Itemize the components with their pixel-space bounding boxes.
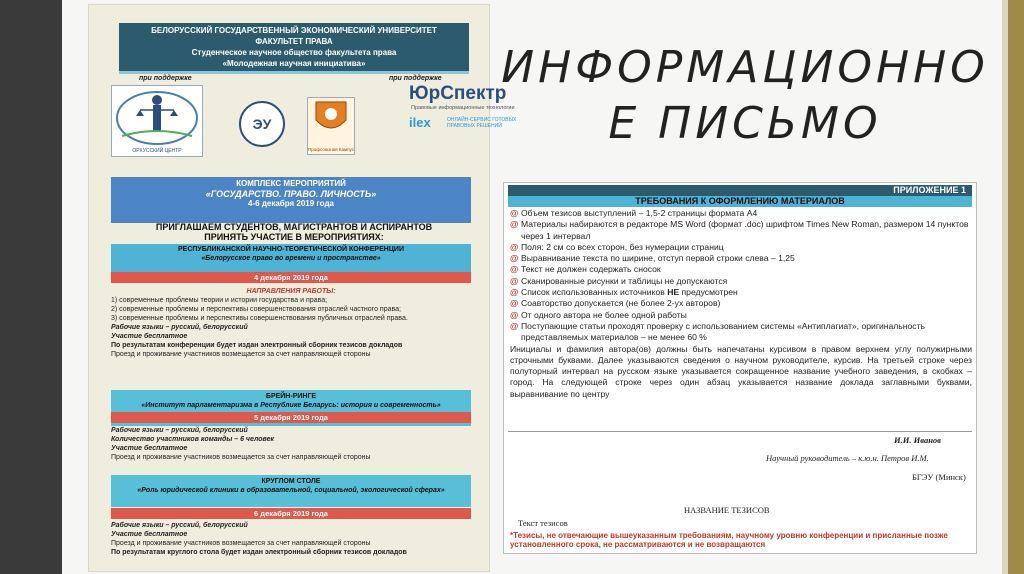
brain-ring-travel: Проезд и проживание участников возмещается за счет направляющей стороны bbox=[111, 454, 371, 461]
requirement-text: Поступающие статьи проходят проверку с использованием системы «Антиплагиат», оригинальность представляемых материалов – не менее 60 % bbox=[521, 320, 926, 343]
at-icon: @ bbox=[510, 219, 519, 230]
slide-title-line2: Е ПИСЬМО bbox=[608, 98, 882, 149]
list-item bbox=[510, 276, 972, 287]
sample-title: НАЗВАНИЕ ТЕЗИСОВ bbox=[684, 505, 770, 515]
round-table-details bbox=[111, 521, 471, 557]
conference-banner bbox=[111, 244, 471, 273]
invitation-line2: ПРИНЯТЬ УЧАСТИЕ В МЕРОПРИЯТИЯХ: bbox=[204, 232, 384, 242]
requirement-emphasis: НЕ bbox=[667, 287, 680, 298]
campus-logo bbox=[307, 97, 355, 155]
orhus-logo-text: ОРХУССКИЙ ЦЕНТР bbox=[132, 148, 182, 154]
poster-header bbox=[119, 23, 469, 73]
at-icon: @ bbox=[510, 253, 519, 264]
eu-logo: ЭУ bbox=[239, 101, 285, 147]
requirement-text: Поля: 2 см со всех сторон, без нумерации страниц bbox=[521, 241, 724, 252]
conference-title: «Белорусское право во времени и пространстве» bbox=[201, 255, 381, 262]
list-item bbox=[510, 242, 972, 253]
ilex-subtitle: ОНЛАЙН-СЕРВИС ГОТОВЫХ ПРАВОВЫХ РЕШЕНИЙ bbox=[447, 117, 517, 129]
sample-author: И.И. Иванов bbox=[894, 435, 941, 445]
round-table-banner bbox=[111, 475, 471, 507]
requirements-list bbox=[510, 208, 972, 400]
requirement-text: Соавторство допускается (не более 2-ух авторов) bbox=[521, 298, 721, 309]
yurspektr-subtitle: Правовые информационные технологии bbox=[411, 105, 515, 111]
list-item bbox=[510, 287, 972, 298]
yurspektr-logo: ЮрСпектр bbox=[409, 83, 507, 104]
invitation-line1: ПРИГЛАШАЕМ СТУДЕНТОВ, МАГИСТРАНТОВ И АСПИРАНТОВ bbox=[155, 222, 433, 232]
at-icon: @ bbox=[510, 264, 519, 275]
appendix-label: ПРИЛОЖЕНИЕ 1 bbox=[893, 185, 966, 195]
faculty-name: ФАКУЛЬТЕТ ПРАВА bbox=[255, 37, 333, 46]
sample-university: БГЭУ (Минск) bbox=[912, 472, 966, 482]
invitation bbox=[109, 222, 479, 242]
at-icon: @ bbox=[510, 287, 519, 298]
requirement-text: Выравнивание текста по ширине, отступ первой строки слева – 1,25 bbox=[521, 253, 795, 264]
brain-ring-subtitle: «Институт парламентаризма в Республике Беларусь: история и современность» bbox=[141, 402, 441, 409]
requirement-text: Список использованных источников bbox=[521, 287, 668, 298]
list-item bbox=[510, 298, 972, 309]
list-item bbox=[510, 321, 972, 344]
conference-poster bbox=[88, 4, 517, 572]
round-table-title: КРУГЛОМ СТОЛЕ bbox=[261, 478, 321, 485]
appendix-bar bbox=[508, 185, 972, 196]
requirement-text: От одного автора не более одной работы bbox=[521, 309, 687, 320]
complex-title: «ГОСУДАРСТВО. ПРАВО. ЛИЧНОСТЬ» bbox=[205, 189, 377, 199]
brain-ring-date: 5 декабря 2019 года bbox=[111, 412, 471, 423]
warning-note: *Тезисы, не отвечающие вышеуказанным требованиям, научному уровню конференции и присланные позже установленного срока, не рассматриваются и не возвращаются bbox=[510, 531, 948, 549]
list-item bbox=[510, 208, 972, 219]
requirement-text: предусмотрен bbox=[679, 287, 738, 298]
slide-edge-accent bbox=[1008, 0, 1024, 574]
round-table-date: 6 декабря 2019 года bbox=[111, 508, 471, 519]
conference-free: Участие бесплатное bbox=[111, 333, 188, 340]
brain-ring-team: Количество участников команды – 6 человек bbox=[111, 436, 275, 443]
sample-text: Текст тезисов bbox=[518, 518, 568, 528]
shield-icon bbox=[308, 98, 354, 138]
conference-languages: Рабочие языки – русский, белорусский bbox=[111, 324, 248, 331]
at-icon: @ bbox=[510, 241, 519, 252]
round-table-subtitle: «Роль юридической клиники в образовательной, социальной, экологической сферах» bbox=[137, 487, 445, 494]
sample-supervisor: Научный руководитель – к.ю.н. Петров И.М. bbox=[766, 453, 929, 463]
round-table-languages: Рабочие языки – русский, белорусский bbox=[111, 522, 248, 529]
conference-result: По результатам конференции будет издан электронный сборник тезисов докладов bbox=[111, 342, 403, 349]
brain-ring-title: БРЕЙН-РИНГЕ bbox=[265, 393, 317, 400]
round-table-result: По результатам круглого стола будет издан электронный сборник тезисов докладов bbox=[111, 549, 407, 556]
ilex-logo: ilex bbox=[409, 115, 431, 130]
divider bbox=[508, 431, 972, 432]
requirements-document bbox=[503, 182, 977, 554]
requirement-text: Сканированные рисунки и таблицы не допускаются bbox=[521, 275, 728, 286]
header-underline bbox=[119, 71, 469, 74]
slide-title bbox=[500, 40, 990, 152]
requirement-text: Материалы набираются в редакторе MS Word (формат .doc) шрифтом Times New Roman, размером 14 пунктов через 1 интервал bbox=[521, 219, 969, 241]
support-label-right: при поддержке bbox=[389, 75, 442, 82]
complex-heading: КОМПЛЕКС МЕРОПРИЯТИЙ bbox=[236, 179, 346, 188]
requirement-text: Текст не должен содержать сносок bbox=[521, 264, 661, 275]
direction-item: 1) современные проблемы теории и истории государства и права; bbox=[111, 297, 328, 304]
support-label-left: при поддержке bbox=[139, 75, 192, 82]
at-icon: @ bbox=[510, 298, 519, 309]
orhus-logo bbox=[111, 85, 203, 157]
brain-ring-free: Участие бесплатное bbox=[111, 445, 188, 452]
direction-item: 3) современные проблемы и перспективы совершенствования публичных отраслей права. bbox=[111, 315, 408, 322]
round-table-travel: Проезд и проживание участников возмещается за счет направляющей стороны bbox=[111, 540, 371, 547]
direction-item: 2) современные проблемы и перспективы совершенствования отраслей частного права; bbox=[111, 306, 401, 313]
brain-ring-languages: Рабочие языки – русский, белорусский bbox=[111, 427, 248, 434]
at-icon: @ bbox=[510, 275, 519, 286]
slide-title-line1: ИНФОРМАЦИОННО bbox=[501, 42, 989, 93]
list-item bbox=[510, 219, 972, 242]
conference-date: 4 декабря 2019 года bbox=[111, 272, 471, 283]
brain-ring-details bbox=[111, 426, 471, 462]
campus-logo-text: Профсоюзная Кампус bbox=[308, 147, 354, 152]
requirement-text: Объем тезисов выступлений – 1,5-2 страницы формата А4 bbox=[521, 208, 758, 218]
society-name: Студенческое научное общество факультета права bbox=[191, 48, 397, 57]
list-item bbox=[510, 253, 972, 264]
list-item bbox=[510, 264, 972, 275]
requirements-heading: ТРЕБОВАНИЯ К ОФОРМЛЕНИЮ МАТЕРИАЛОВ bbox=[508, 196, 972, 207]
conference-travel: Проезд и проживание участников возмещается за счет направляющей стороны bbox=[111, 351, 371, 358]
themis-icon bbox=[112, 86, 202, 146]
directions-heading: НАПРАВЛЕНИЯ РАБОТЫ: bbox=[246, 288, 336, 295]
formatting-paragraph: Инициалы и фамилия автора(ов) должны быть напечатаны курсивом в правом верхнем углу полужирными строчными буквами. Далее указываются сведения о научном руководителе, курсив. На третьей строке через полуторный интервал на русском языке указывается сокращенное название учебного заведения, в скобках – город. На следующей строке через один абзац указывается название доклада заглавными буквами, выравнивание по центру bbox=[510, 343, 972, 399]
events-complex-banner bbox=[111, 177, 471, 223]
initiative-name: «Молодежная научная инициатива» bbox=[222, 59, 366, 68]
conference-directions bbox=[111, 287, 471, 359]
complex-dates: 4-6 декабря 2019 года bbox=[248, 199, 334, 208]
at-icon: @ bbox=[510, 320, 519, 331]
conference-type: РЕСПУБЛИКАНСКОЙ НАУЧНО-ТЕОРЕТИЧЕСКОЙ КОНФЕРЕНЦИИ bbox=[177, 246, 404, 253]
list-item bbox=[510, 310, 972, 321]
round-table-free: Участие бесплатное bbox=[111, 531, 188, 538]
university-name: БЕЛОРУССКИЙ ГОСУДАРСТВЕННЫЙ ЭКОНОМИЧЕСКИЙ УНИВЕРСИТЕТ bbox=[151, 26, 437, 35]
at-icon: @ bbox=[510, 208, 519, 218]
at-icon: @ bbox=[510, 309, 519, 320]
